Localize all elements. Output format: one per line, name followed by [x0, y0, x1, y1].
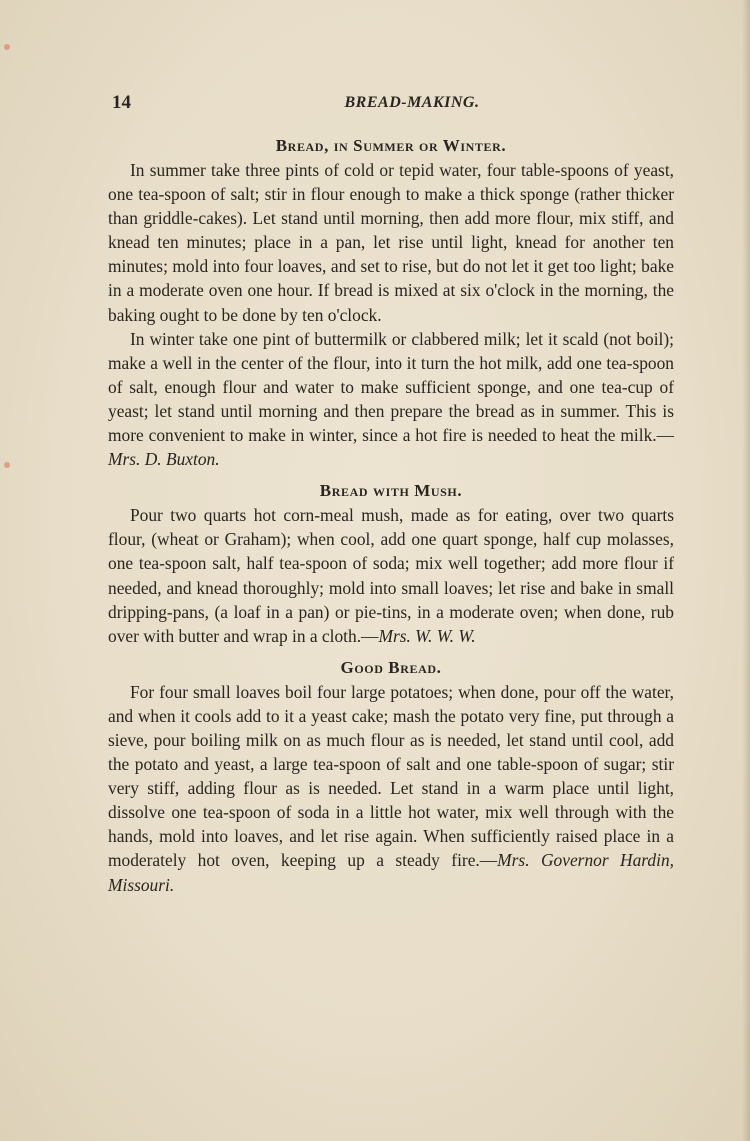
recipe-paragraph — [108, 327, 674, 472]
recipe-paragraph — [108, 158, 674, 327]
recipe — [108, 134, 674, 471]
paragraph-text: In summer take three pints of cold or tepid water, four table-spoons of yeast, one tea-spoon of salt; stir in flour enough to make a thick sponge (rather thicker than griddle-cakes). Let stand until morning, then add more flour, mix stiff, and knead ten minutes; place in a pan, let rise until light, knead for another ten minutes; mold into four loaves, and set to rise, but do not let it get too light; bake in a moderate oven one hour. If bread is mixed at six o'clock in the morning, the baking ought to be done by ten o'clock. — [108, 160, 674, 325]
recipe-title: Good Bread. — [340, 657, 442, 677]
recipe-paragraph — [108, 680, 674, 897]
attribution: Mrs. Governor Hardin, Missouri. — [108, 850, 674, 895]
running-head: BREAD-MAKING. — [344, 94, 480, 111]
recipe-paragraph — [108, 503, 674, 648]
page-number: 14 — [112, 92, 131, 113]
paragraph-text: For four small loaves boil four large potatoes; when done, pour off the water, and when it cools add to it a yeast cake; mash the potato very fine, put through a sieve, pour boiling milk on as much flour as is needed, let stand until cool, add the potato and yeast, a large tea-spoon of salt and one table-spoon of sugar; stir very stiff, adding flour as is needed. Let stand in a warm place until light, dissolve one tea-spoon of soda in a little hot water, mix well through with the hands, mold into loaves, and let rise again. When sufficiently raised place in a moderately hot oven, keeping up a steady fire.— — [108, 681, 674, 871]
page-body — [108, 134, 674, 903]
paper-blemish — [4, 462, 10, 468]
recipe — [108, 656, 674, 897]
recipe-title: Bread, in Summer or Winter. — [275, 136, 507, 155]
paragraph-text: Pour two quarts hot corn-meal mush, made as for eating, over two quarts flour, (wheat or Graham); when cool, add one quart sponge, half cup molasses, one tea-spoon salt, half tea-spoon of soda; mix well together; add more flour if needed, and knead thoroughly; mold into small loaves; let rise and bake in small dripping-pans, (a loaf in a pan) or pie-tins, in a moderate oven; when done, rub over with butter and wrap in a cloth.— — [108, 505, 674, 646]
page-header — [112, 92, 672, 114]
recipe — [108, 479, 674, 648]
recipe-title: Bread with Mush. — [319, 481, 463, 501]
paragraph-text: In winter take one pint of buttermilk or clabbered milk; let it scald (not boil); make a well in the center of the flour, into it turn the hot milk, add one tea-spoon of salt, enough flour and water to make sufficient sponge, and one tea-cup of yeast; let stand until morning and then prepare the bread as in summer. This is more convenient to make in winter, since a hot fire is needed to heat the milk.— — [108, 328, 674, 446]
paper-blemish — [4, 44, 10, 50]
attribution: Mrs. D. Buxton. — [108, 449, 220, 470]
attribution: Mrs. W. W. W. — [378, 625, 476, 646]
